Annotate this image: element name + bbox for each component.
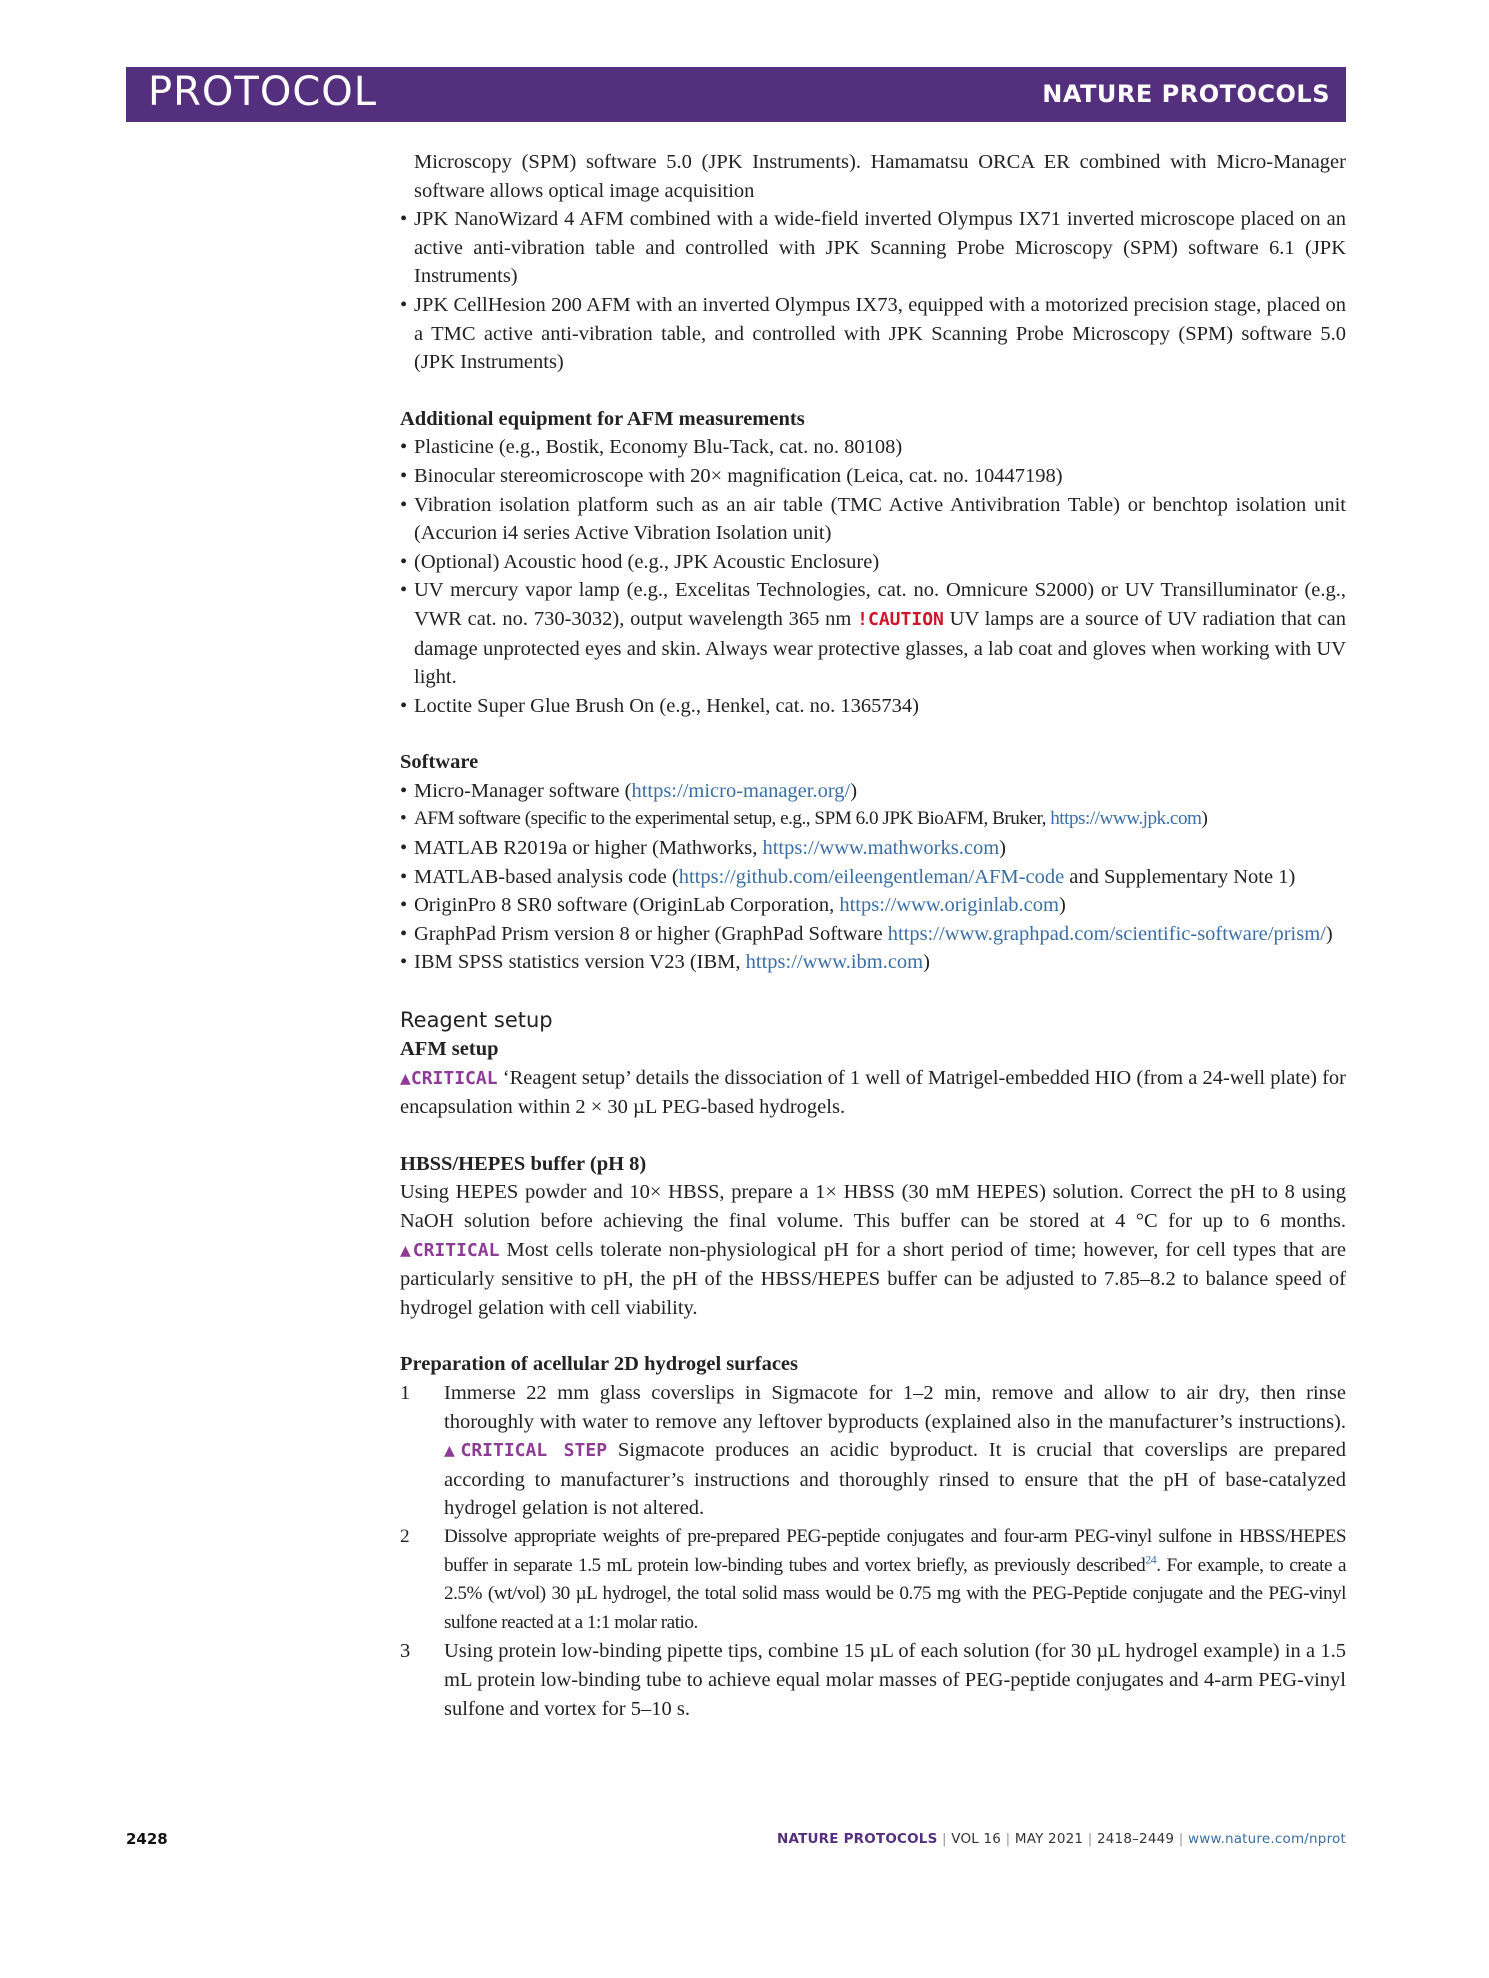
hbss-paragraph xyxy=(400,1178,1346,1322)
step-text: Dissolve appropriate weights of pre-prepared PEG-peptide conjugates and four-arm PEG-vinyl sulfone in HBSS/HEPES buffer in separate 1.5 mL protein low-binding tubes and vortex briefly, as previously described xyxy=(444,1525,1346,1576)
software-text: and Supplementary Note 1) xyxy=(1064,865,1296,888)
afm-setup-heading: AFM setup xyxy=(400,1038,499,1061)
afm-setup-text: ‘Reagent setup’ details the dissociation of 1 well of Matrigel-embedded HIO (from a 24-well plate) for encapsulation within 2 × 30 µL PEG-based hydrogels. xyxy=(400,1066,1346,1119)
list-item xyxy=(400,777,1346,806)
software-text: AFM software (specific to the experimental setup, e.g., SPM 6.0 JPK BioAFM, Bruker, xyxy=(414,808,1051,830)
software-text: ) xyxy=(1201,808,1208,830)
list-item xyxy=(400,920,1346,949)
separator: | xyxy=(1087,1831,1093,1847)
procedure-step xyxy=(400,1379,1346,1523)
graphpad-link[interactable]: https://www.graphpad.com/scientific-software/prism/ xyxy=(887,922,1326,945)
list-item: • Plasticine (e.g., Bostik, Economy Blu-Tack, cat. no. 80108) xyxy=(400,433,1346,462)
list-item: • Vibration isolation platform such as an air table (TMC Active Antivibration Table) or benchtop isolation unit (Accurion i4 series Active Vibration Isolation unit) xyxy=(400,491,1346,548)
software-text: ) xyxy=(999,837,1006,860)
procedure-step xyxy=(400,1523,1346,1637)
micro-manager-link[interactable]: https://micro-manager.org/ xyxy=(631,779,851,802)
separator: | xyxy=(1005,1831,1011,1847)
procedure-step xyxy=(400,1637,1346,1723)
software-text: ) xyxy=(850,779,858,802)
originlab-link[interactable]: https://www.originlab.com xyxy=(839,894,1059,917)
footer-date: MAY 2021 xyxy=(1014,1831,1084,1847)
separator: | xyxy=(1178,1831,1184,1847)
list-item: • JPK NanoWizard 4 AFM combined with a wide-field inverted Olympus IX71 inverted microscope placed on an active anti-vibration table and controlled with JPK Scanning Probe Microscopy (SPM) software 6.1 (JPK Instruments) xyxy=(400,205,1346,291)
header-bar xyxy=(126,67,1346,122)
software-text: Micro-Manager software ( xyxy=(414,779,632,802)
ibm-link[interactable]: https://www.ibm.com xyxy=(745,951,924,974)
caution-label: !CAUTION xyxy=(857,608,944,630)
step-text: . For example, to create a 2.5% (wt/vol) 30 µL hydrogel, the total solid mass would be 0.75 mg with the PEG-Peptide conjugate and the PEG-vinyl sulfone reacted at a 1:1 molar ratio. xyxy=(444,1554,1346,1633)
list-item xyxy=(400,834,1346,863)
list-item: • Binocular stereomicroscope with 20× magnification (Leica, cat. no. 10447198) xyxy=(400,462,1346,491)
step-number: 2 xyxy=(400,1525,410,1547)
list-item xyxy=(400,891,1346,920)
journal-label: NATURE PROTOCOLS xyxy=(1042,80,1330,108)
github-link[interactable]: https://github.com/eileengentleman/AFM-code xyxy=(678,865,1065,888)
footer-pages: 2418–2449 xyxy=(1096,1831,1175,1847)
reagent-setup-title: Reagent setup xyxy=(400,1008,553,1033)
preparation-heading: Preparation of acellular 2D hydrogel surfaces xyxy=(400,1353,798,1376)
step-text: Using protein low-binding pipette tips, combine 15 µL of each solution (for 30 µL hydrogel example) in a 1.5 mL protein low-binding tube to achieve equal molar masses of PEG-peptide conjugates and 4-arm PEG-vinyl sulfone and vortex for 5–10 s. xyxy=(444,1640,1346,1720)
critical-label: ▲CRITICAL xyxy=(400,1239,500,1261)
software-text: MATLAB R2019a or higher (Mathworks, xyxy=(414,837,763,860)
software-text: OriginPro 8 SR0 software (OriginLab Corporation, xyxy=(414,894,840,917)
additional-equipment-heading: Additional equipment for AFM measurements xyxy=(400,407,805,430)
list-item: • (Optional) Acoustic hood (e.g., JPK Acoustic Enclosure) xyxy=(400,548,1346,577)
section-label: PROTOCOL xyxy=(148,69,378,115)
uv-caution-text: UV lamps are a source of UV radiation that can damage unprotected eyes and skin. Always wear protective glasses, a lab coat and gloves when working with UV light. xyxy=(414,607,1347,689)
footer-url[interactable]: www.nature.com/nprot xyxy=(1187,1831,1346,1847)
reference-citation[interactable]: 24 xyxy=(1145,1552,1157,1567)
list-item xyxy=(400,948,1346,977)
afm-setup-paragraph xyxy=(400,1064,1346,1122)
hbss-critical-text: Most cells tolerate non-physiological pH for a short period of time; however, for cell types that are particularly sensitive to pH, the pH of the HBSS/HEPES buffer can be adjusted to 7.85–8.2 to balance speed of hydrogel gelation with cell viability. xyxy=(400,1238,1347,1319)
software-text: GraphPad Prism version 8 or higher (GraphPad Software xyxy=(414,922,888,945)
step-number: 1 xyxy=(400,1381,411,1404)
software-heading: Software xyxy=(400,751,479,774)
separator: | xyxy=(942,1831,947,1847)
footer-volume: VOL 16 xyxy=(951,1831,1002,1847)
software-text: IBM SPSS statistics version V23 (IBM, xyxy=(414,951,746,974)
hbss-text: Using HEPES powder and 10× HBSS, prepare a 1× HBSS (30 mM HEPES) solution. Correct the pH to 8 using NaOH solution before achieving the final volume. This buffer can be stored at 4 °C for up to 6 months. xyxy=(400,1181,1346,1232)
list-item xyxy=(400,805,1346,834)
journal-footer xyxy=(777,1831,1346,1847)
equipment-continued-text: Microscopy (SPM) software 5.0 (JPK Instruments). Hamamatsu ORCA ER combined with Micro-Manager software allows optical image acquisition xyxy=(414,151,1346,202)
step-critical-text: Sigmacote produces an acidic byproduct. It is crucial that coverslips are prepared according to manufacturer’s instructions and thoroughly rinsed to ensure that the pH of base-catalyzed hydrogel gelation is not altered. xyxy=(444,1439,1346,1520)
critical-step-label: ▲CRITICAL STEP xyxy=(444,1440,608,1462)
list-item: • JPK CellHesion 200 AFM with an inverted Olympus IX73, equipped with a motorized precision stage, placed on a TMC active anti-vibration table, and controlled with JPK Scanning Probe Microscopy (SPM) software 5.0 (JPK Instruments) xyxy=(400,291,1346,377)
hbss-heading: HBSS/HEPES buffer (pH 8) xyxy=(400,1152,647,1175)
main-content xyxy=(400,148,1346,1723)
list-item-uv-lamp xyxy=(400,576,1346,691)
mathworks-link[interactable]: https://www.mathworks.com xyxy=(762,837,1000,860)
software-text: ) xyxy=(923,951,930,974)
uv-text: UV mercury vapor lamp (e.g., Excelitas Technologies, cat. no. Omnicure S2000) or UV Transilluminator (e.g., VWR cat. no. 730-3032), output wavelength 365 nm xyxy=(414,579,1346,630)
software-text: ) xyxy=(1058,894,1066,917)
step-number: 3 xyxy=(400,1640,411,1663)
software-text: MATLAB-based analysis code ( xyxy=(414,865,679,888)
software-text: ) xyxy=(1325,922,1333,945)
jpk-link[interactable]: https://www.jpk.com xyxy=(1050,808,1202,830)
critical-label: ▲CRITICAL xyxy=(400,1067,498,1089)
footer-journal: NATURE PROTOCOLS xyxy=(776,1831,938,1847)
list-item xyxy=(400,863,1346,892)
page-number: 2428 xyxy=(126,1830,168,1848)
step-text: Immerse 22 mm glass coverslips in Sigmacote for 1–2 min, remove and allow to air dry, then rinse thoroughly with water to remove any leftover byproducts (explained also in the manufacturer’s instructions). xyxy=(444,1381,1346,1433)
list-item: • Loctite Super Glue Brush On (e.g., Henkel, cat. no. 1365734) xyxy=(400,692,1346,721)
